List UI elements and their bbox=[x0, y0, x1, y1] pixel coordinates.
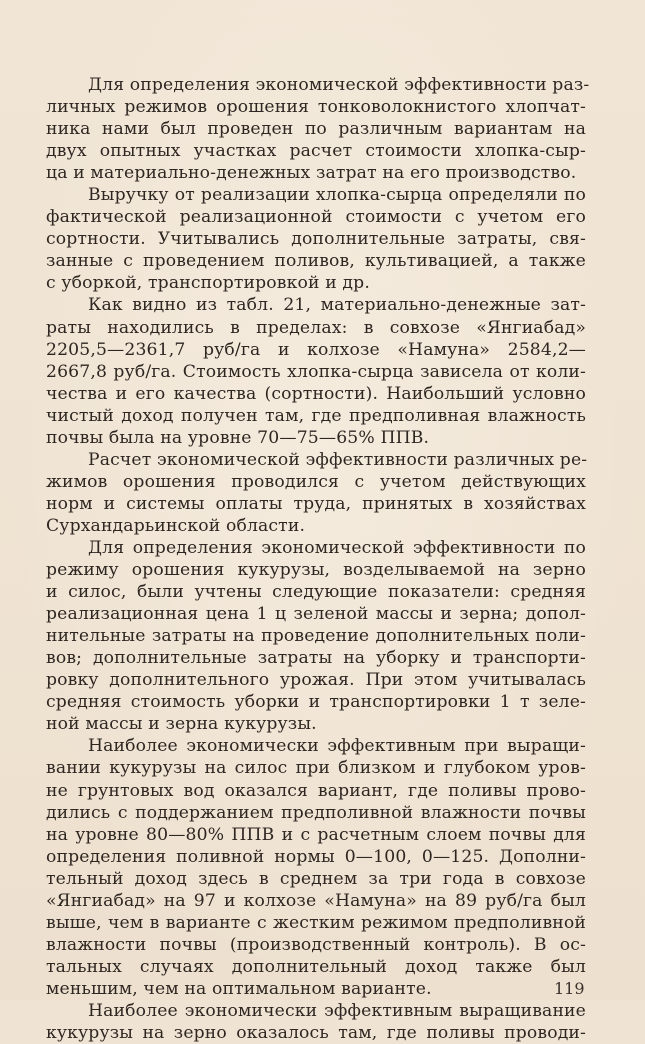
text-line: Расчет экономической эффективности различных ре- bbox=[88, 449, 588, 470]
text-line: раты находились в пределах: в совхозе «Янгиабад» bbox=[46, 317, 586, 338]
text-line: 2205,5—2361,7 руб/га и колхозе «Намуна» 2584,2— bbox=[46, 339, 586, 360]
text-line: двух опытных участках расчет стоимости хлопка-сыр- bbox=[46, 141, 586, 162]
text-line: дились с поддержанием предполивной влажности почвы bbox=[46, 802, 586, 823]
text-line: ровку дополнительного урожая. При этом учитывалась bbox=[46, 670, 586, 691]
text-line: нительные затраты на проведение дополнительных поли- bbox=[46, 626, 586, 647]
text-line: Наиболее экономически эффективным выращивание bbox=[88, 1000, 586, 1021]
text-line: чистый доход получен там, где предполивная влажность bbox=[46, 405, 586, 426]
text-line: Наиболее экономически эффективным при выращи- bbox=[88, 736, 586, 757]
text-line: режиму орошения кукурузы, возделываемой на зерно bbox=[46, 560, 586, 581]
text-line: Сурхандарьинской области. bbox=[46, 515, 306, 536]
text-line: средняя стоимость уборки и транспортировки 1 т зеле- bbox=[46, 692, 586, 713]
text-line: Как видно из табл. 21, материально-денежные зат- bbox=[88, 295, 586, 316]
text-line: не грунтовых вод оказался вариант, где поливы прово- bbox=[46, 780, 586, 801]
text-line: на уровне 80—80% ППВ и с расчетным слоем почвы для bbox=[46, 824, 586, 845]
text-line: выше, чем в варианте с жестким режимом предполивной bbox=[46, 912, 586, 933]
text-line: «Янгиабад» на 97 и колхозе «Намуна» на 89 руб/га был bbox=[46, 890, 586, 911]
text-line: Выручку от реализации хлопка-сырца определяли по bbox=[88, 185, 586, 206]
text-line: тальных случаях дополнительный доход также был bbox=[46, 956, 586, 977]
text-line: почвы была на уровне 70—75—65% ППВ. bbox=[46, 427, 430, 448]
text-line: определения поливной нормы 0—100, 0—125. Дополни- bbox=[46, 846, 586, 867]
text-line: Для определения экономической эффективности по bbox=[88, 537, 586, 558]
page-number: 119 bbox=[554, 979, 585, 998]
text-line: влажности почвы (производственный контроль). В ос- bbox=[46, 934, 586, 955]
text-line: тельный доход здесь в среднем за три года в совхозе bbox=[46, 868, 586, 889]
text-line: ника нами был проведен по различным вариантам на bbox=[46, 119, 586, 140]
text-line: Для определения экономической эффективности раз- bbox=[88, 75, 590, 95]
text-line: ца и материально-денежных затрат на его производство. bbox=[46, 163, 577, 184]
text-line: ной массы и зерна кукурузы. bbox=[46, 714, 317, 735]
body-text bbox=[46, 74, 590, 1044]
text-line: 2667,8 руб/га. Стоимость хлопка-сырца зависела от коли- bbox=[46, 361, 586, 382]
text-line: меньшим, чем на оптимальном варианте. bbox=[46, 978, 432, 999]
text-line: занные с проведением поливов, культивацией, а также bbox=[46, 251, 586, 272]
text-line: вов; дополнительные затраты на уборку и транспорти- bbox=[46, 648, 586, 669]
text-line: кукурузы на зерно оказалось там, где поливы проводи- bbox=[46, 1023, 586, 1044]
text-line: реализационная цена 1 ц зеленой массы и зерна; допол- bbox=[46, 604, 586, 625]
text-line: личных режимов орошения тонковолокнистого хлопчат- bbox=[46, 97, 586, 118]
text-line: сортности. Учитывались дополнительные затраты, свя- bbox=[46, 229, 586, 250]
text-line: чества и его качества (сортности). Наибольший условно bbox=[46, 383, 586, 404]
text-line: фактической реализационной стоимости с учетом его bbox=[46, 207, 586, 228]
text-line: норм и системы оплаты труда, принятых в хозяйствах bbox=[46, 493, 586, 514]
text-line: с уборкой, транспортировкой и др. bbox=[46, 273, 370, 294]
text-line: вании кукурузы на силос при близком и глубоком уров- bbox=[46, 758, 586, 779]
text-line: и силос, были учтены следующие показатели: средняя bbox=[46, 582, 586, 603]
text-line: жимов орошения проводился с учетом действующих bbox=[46, 471, 586, 492]
